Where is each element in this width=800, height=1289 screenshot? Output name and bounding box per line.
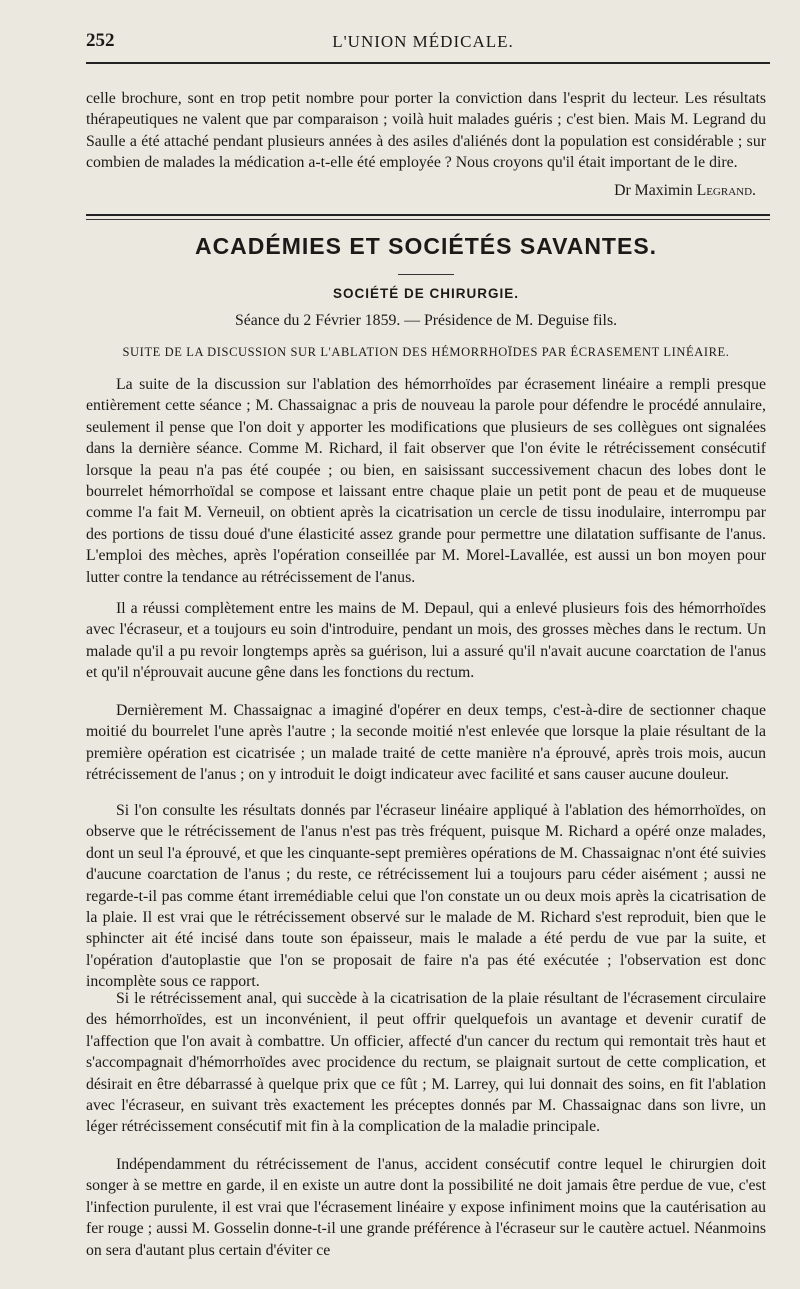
discussion-title: SUITE DE LA DISCUSSION SUR L'ABLATION DES HÉMORRHOÏDES PAR ÉCRASEMENT LINÉAIRE. bbox=[122, 345, 730, 359]
section-title: ACADÉMIES ET SOCIÉTÉS SAVANTES. bbox=[194, 233, 658, 259]
author-signature bbox=[614, 182, 756, 200]
header-rule bbox=[86, 62, 770, 64]
section-rule-bottom bbox=[86, 219, 770, 220]
session-line: Séance du 2 Février 1859. — Présidence de M. Deguise fils. bbox=[234, 312, 618, 329]
body-paragraph-5: Si le rétrécissement anal, qui succède à la cicatrisation de la plaie résultant de l'écrasement circulaire des hémorrhoïdes, est un inconvénient, il peut offrir quelquefois un avantage et devenir curatif de l'affection que l'on avait à combattre. Un officier, affecté d'un cancer du rectum qui remontait très haut et s'accompagnait d'hémorrhoïdes avec procidence du rectum, se plaignait surtout de cette complication, et désirait en être débarrassé à quelque prix que ce fût ; M. Larrey, qui lui donnait des soins, en fit l'ablation avec l'écraseur, en suivant très exactement les préceptes donnés par M. Chassaignac dans son livre, un léger rétrécissement consécutif mit fin à la complication de la maladie principale. bbox=[86, 990, 766, 1136]
body-paragraph-3: Dernièrement M. Chassaignac a imaginé d'opérer en deux temps, c'est-à-dire de sectionner chaque moitié du bourrelet l'une après l'autre ; la seconde moitié n'est enlevée que lorsque la plaie résultant de la première opération est cicatrisée ; un malade traité de cette manière n'a éprouvé, après trois mois, aucun rétrécissement de l'anus ; on y introduit le doigt indicateur avec facilité et sans causer aucune douleur. bbox=[86, 702, 766, 784]
intro-paragraph: celle brochure, sont en trop petit nombre pour porter la conviction dans l'esprit du lecteur. Les résultats thérapeutiques ne valent que par comparaison ; voilà huit malades guéris ; c'est bien. Mais M. Legrand du Saulle a été attaché pendant plusieurs années à des asiles d'aliénés dont la population est considérable ; sur combien de malades la médication a-t-elle été employée ? Nous croyons qu'il était important de le dire. bbox=[86, 90, 766, 172]
title-divider bbox=[398, 274, 454, 275]
body-paragraph-6: Indépendamment du rétrécissement de l'anus, accident consécutif contre lequel le chirurgien doit songer à se mettre en garde, il en existe un autre dont la possibilité ne doit jamais être perdue de vue, c'est l'infection purulente, il est vrai que l'écrasement linéaire y expose infiniment moins que la cautérisation au fer rouge ; aussi M. Gosselin donne-t-il une grande préférence à l'écraseur sur le cautère actuel. Néanmoins on sera d'autant plus certain d'éviter ce bbox=[86, 1156, 766, 1259]
body-paragraph-1: La suite de la discussion sur l'ablation des hémorrhoïdes par écrasement linéaire a rempli presque entièrement cette séance ; M. Chassaignac a pris de nouveau la parole pour défendre le procédé annulaire, seulement il pense que l'on doit y apporter les modifications que plusieurs de ses collègues ont signalées dans la dernière séance. Comme M. Richard, il fait observer que l'on évite le rétrécissement consécutif lorsque la peau n'a pas été coupée ; ou bien, en saisissant successivement chacun des lobes dont le bourrelet hémorrhoïdal se compose et laissant entre chaque plaie un petit pont de peau et de muqueuse comme l'a fait M. Verneuil, on obtient après la cicatrisation un cercle de tissu inodulaire, interrompu par des portions de tissu doué d'une élasticité assez grande pour permettre une dilatation suffisante de l'anus. L'emploi des mèches, après l'opération conseillée par M. Morel-Lavallée, est aussi un bon moyen pour lutter contre la tendance au rétrécissement de l'anus. bbox=[86, 376, 766, 586]
journal-title: L'UNION MÉDICALE. bbox=[332, 32, 514, 51]
signature-prefix: Dr Maximin bbox=[614, 182, 693, 199]
page-header bbox=[86, 30, 760, 58]
society-title: SOCIÉTÉ DE CHIRURGIE. bbox=[332, 286, 520, 301]
body-paragraph-4: Si l'on consulte les résultats donnés par l'écraseur linéaire appliqué à l'ablation des hémorrhoïdes, on observe que le rétrécissement de l'anus n'est pas très fréquent, puisque M. Richard a opéré onze malades, dont un seul l'a éprouvé, et que les cinquante-sept premières opérations de M. Chassaignac n'ont été suivies d'aucune coarctation de l'anus ; du reste, ce rétrécissement lui a toujours paru céder aisément ; aussi ne regarde-t-il pas comme étant irremédiable celui que l'on constate un ou deux mois après la cicatrisation de la plaie. Il est vrai que le rétrécissement observé sur le malade de M. Richard s'est reproduit, bien que le sphincter ait été incisé dans toute son épaisseur, mais le malade a été perdu de vue par la suite, et l'opération d'autoplastie que l'on se proposait de faire n'a pas été exécutée ; l'observation est donc incomplète sous ce rapport. bbox=[86, 802, 766, 991]
body-paragraph-2: Il a réussi complètement entre les mains de M. Depaul, qui a enlevé plusieurs fois des hémorrhoïdes avec l'écraseur, et a toujours eu soin d'introduire, pendant un mois, des grosses mèches dans le rectum. Un malade qu'il a pu revoir longtemps après sa guérison, lui a assuré qu'il n'avait aucune coarctation de l'anus et qu'il n'éprouvait aucune gêne dans les fonctions du rectum. bbox=[86, 600, 766, 682]
signature-name: Legrand. bbox=[696, 182, 756, 199]
page-number: 252 bbox=[86, 30, 115, 51]
section-rule-top bbox=[86, 214, 770, 216]
